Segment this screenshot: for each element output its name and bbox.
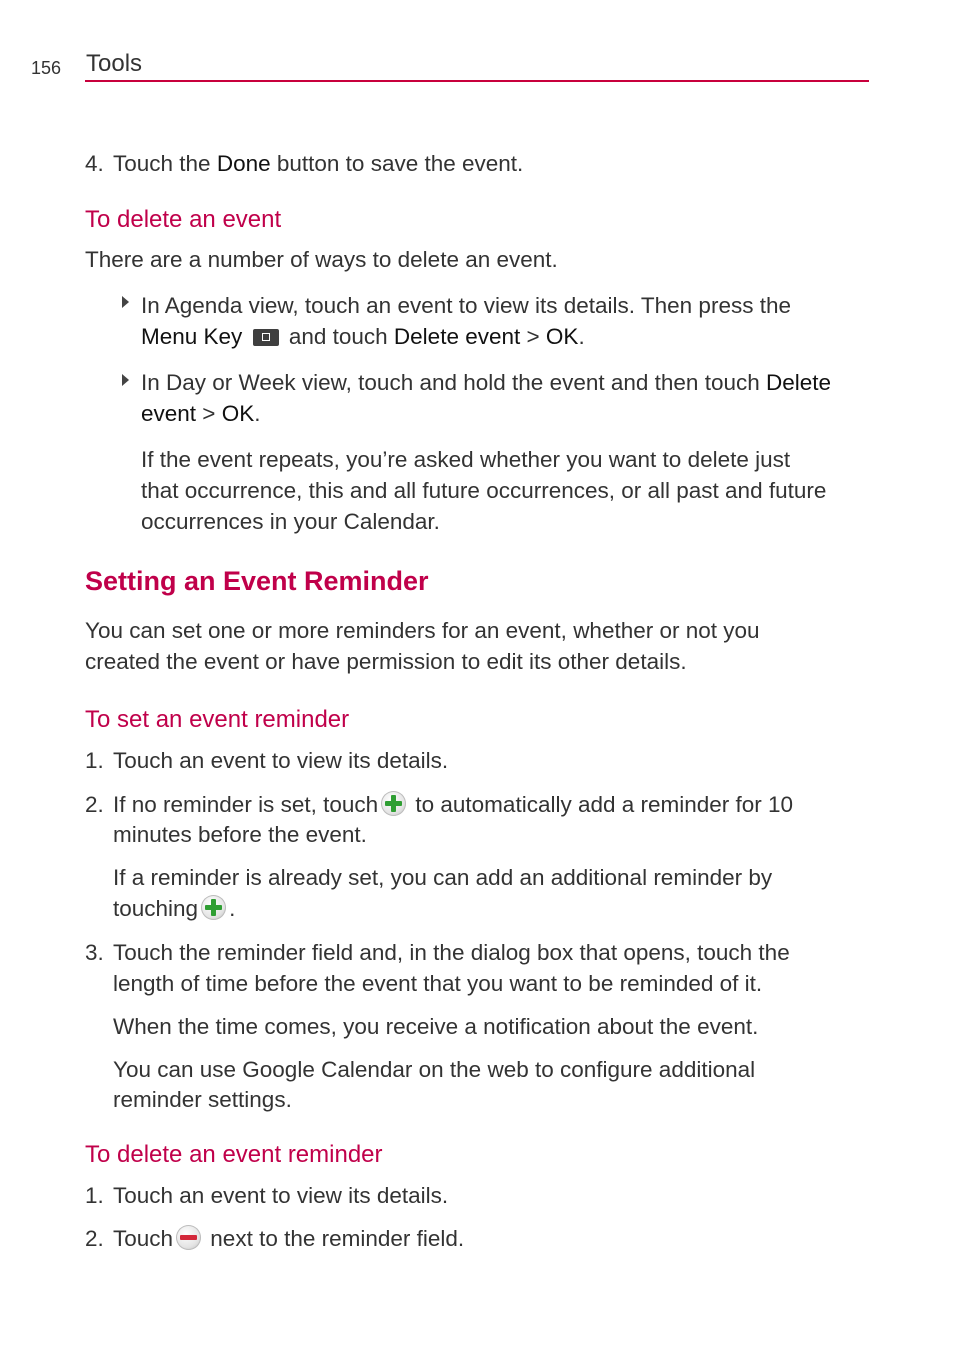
set-step-2: 2. If no reminder is set, touch to automatically add a reminder for 10 xyxy=(85,789,793,820)
set-reminder-heading: To set an event reminder xyxy=(85,706,350,733)
bullet-dayweek-line1: In Day or Week view, touch and hold the event and then touch Delete xyxy=(141,370,832,395)
menu-key-term: Menu Key xyxy=(141,324,243,349)
bullet-arrow-icon xyxy=(122,296,129,308)
menu-key-icon xyxy=(253,329,279,346)
set-step-2-line2: minutes before the event. xyxy=(113,822,367,847)
step-number: 4. xyxy=(85,151,104,176)
step-number: 3. xyxy=(85,940,104,965)
remove-reminder-icon xyxy=(176,1225,201,1250)
delete-term: Delete xyxy=(766,370,832,395)
section-title: Tools xyxy=(86,50,143,77)
set-step-3-line2: length of time before the event that you want to be reminded of it. xyxy=(113,971,763,996)
repeat-note-line: If the event repeats, you’re asked whether you want to delete just xyxy=(141,447,791,472)
delete-event-heading: To delete an event xyxy=(85,206,282,233)
delete-step-1: 1. Touch an event to view its details. xyxy=(85,1180,448,1211)
set-step-3: 3. Touch the reminder field and, in the dialog box that opens, touch the xyxy=(85,937,790,968)
reminder-section-heading: Setting an Event Reminder xyxy=(85,566,429,596)
google-calendar-note-line: reminder settings. xyxy=(113,1087,292,1112)
set-step-2-note-line1: If a reminder is already set, you can add an additional reminder by xyxy=(113,865,773,890)
done-term: Done xyxy=(216,151,271,176)
delete-step-2: 2. Touch next to the reminder field. xyxy=(85,1223,464,1254)
delete-reminder-heading: To delete an event reminder xyxy=(85,1141,383,1168)
notification-note: When the time comes, you receive a notification about the event. xyxy=(113,1014,759,1039)
ok-term: OK xyxy=(545,324,579,349)
bullet-agenda-line2: Menu Key and touch Delete event > OK. xyxy=(141,324,585,349)
bullet-dayweek-line2: event > OK. xyxy=(141,401,261,426)
step-number: 2. xyxy=(85,1226,104,1251)
step-number: 2. xyxy=(85,792,104,817)
reminder-intro-line: created the event or have permission to edit its other details. xyxy=(85,649,687,674)
repeat-note-line: that occurrence, this and all future occurrences, or all past and future xyxy=(141,478,827,503)
header-divider xyxy=(85,80,869,82)
set-step-2-note-line2: touching . xyxy=(113,896,236,921)
reminder-intro-line: You can set one or more reminders for an event, whether or not you xyxy=(85,618,760,643)
add-reminder-icon xyxy=(381,791,406,816)
ok-term: OK xyxy=(221,401,255,426)
add-reminder-icon xyxy=(201,895,226,920)
step-4: 4. Touch the Done button to save the event. xyxy=(85,148,523,179)
set-step-1: 1. Touch an event to view its details. xyxy=(85,745,448,776)
bullet-arrow-icon xyxy=(122,374,129,386)
repeat-note-line: occurrences in your Calendar. xyxy=(141,509,440,534)
google-calendar-note-line: You can use Google Calendar on the web to configure additional xyxy=(113,1057,756,1082)
delete-event-intro: There are a number of ways to delete an event. xyxy=(85,247,558,272)
step-number: 1. xyxy=(85,1183,104,1208)
bullet-agenda-line1: In Agenda view, touch an event to view its details. Then press the xyxy=(141,293,791,318)
delete-event-term: Delete event xyxy=(393,324,521,349)
event-term: event xyxy=(141,401,197,426)
step-number: 1. xyxy=(85,748,104,773)
page-header xyxy=(0,0,954,90)
page-number: 156 xyxy=(31,58,62,78)
